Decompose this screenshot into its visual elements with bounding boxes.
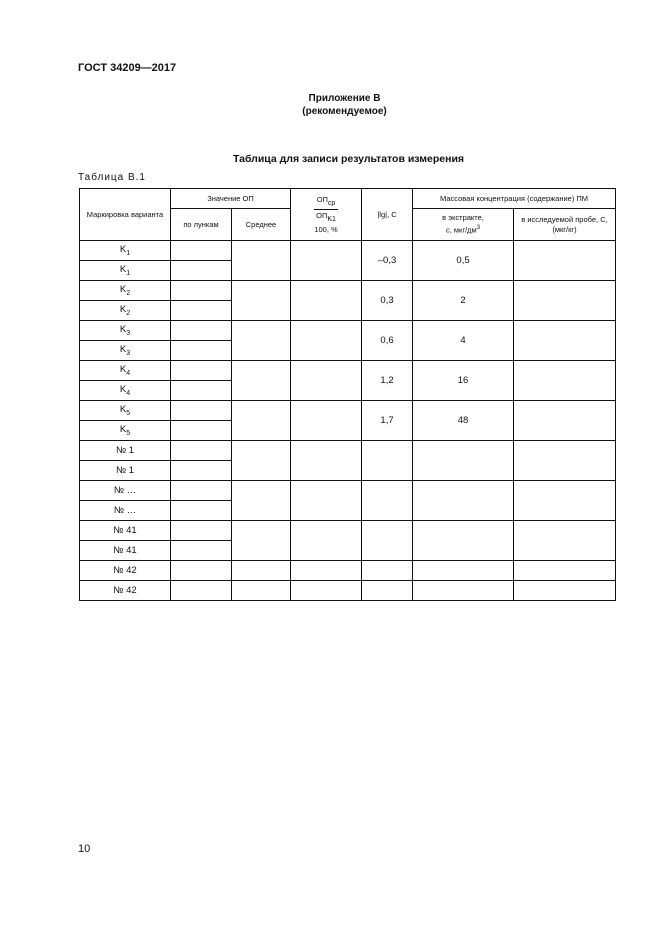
lg-cell: –0,3 bbox=[362, 241, 413, 281]
ratio-cell bbox=[291, 441, 362, 481]
by-wells-cell bbox=[171, 241, 232, 261]
variant-id-cell: № 42 bbox=[80, 561, 171, 581]
average-cell bbox=[232, 321, 291, 361]
variant-id-cell: № 42 bbox=[80, 581, 171, 601]
sample-cell bbox=[514, 581, 616, 601]
by-wells-cell bbox=[171, 461, 232, 481]
sample-cell bbox=[514, 321, 616, 361]
table-row bbox=[80, 521, 616, 541]
header-ratio bbox=[291, 189, 362, 241]
by-wells-cell bbox=[171, 281, 232, 301]
table-row bbox=[80, 481, 616, 501]
lg-cell: 1,2 bbox=[362, 361, 413, 401]
variant-id-cell: № 1 bbox=[80, 441, 171, 461]
sample-cell bbox=[514, 441, 616, 481]
lg-cell bbox=[362, 441, 413, 481]
header-in-extract: в экстракте, c, мкг/$дм^3$ bbox=[413, 209, 514, 241]
variant-id-cell: $K_3$ bbox=[80, 341, 171, 361]
header-lg: |lg|, C bbox=[362, 189, 413, 241]
extract-cell: 16 bbox=[413, 361, 514, 401]
header-average: Среднее bbox=[232, 209, 291, 241]
sample-cell bbox=[514, 561, 616, 581]
table-row bbox=[80, 581, 616, 601]
ratio-cell bbox=[291, 521, 362, 561]
header-od-value: Значение ОП bbox=[171, 189, 291, 209]
lg-cell: 0,3 bbox=[362, 281, 413, 321]
ratio-denominator: $ОП_{K1}$ bbox=[316, 211, 336, 223]
average-cell bbox=[232, 361, 291, 401]
table-row bbox=[80, 441, 616, 461]
ratio-cell bbox=[291, 581, 362, 601]
extract-cell bbox=[413, 481, 514, 521]
table-row bbox=[80, 321, 616, 341]
variant-id-cell: $K_5$ bbox=[80, 401, 171, 421]
header-mass-concentration: Массовая концентрация (содержание) ПМ bbox=[413, 189, 616, 209]
variant-id-cell: $K_2$ bbox=[80, 281, 171, 301]
lg-cell bbox=[362, 581, 413, 601]
header-marking: Маркировка варианта bbox=[80, 189, 171, 241]
by-wells-cell bbox=[171, 301, 232, 321]
appendix-title: Приложение В bbox=[308, 93, 381, 104]
by-wells-cell bbox=[171, 261, 232, 281]
table-title: Таблица для записи результатов измерения bbox=[232, 153, 465, 165]
by-wells-cell bbox=[171, 381, 232, 401]
variant-id-cell: $K_3$ bbox=[80, 321, 171, 341]
sample-cell bbox=[514, 281, 616, 321]
average-cell bbox=[232, 481, 291, 521]
table-row bbox=[80, 241, 616, 261]
ratio-cell bbox=[291, 561, 362, 581]
variant-id-cell: $K_1$ bbox=[80, 261, 171, 281]
extract-cell bbox=[413, 521, 514, 561]
table-label: Таблица В.1 bbox=[78, 172, 146, 183]
ratio-cell bbox=[291, 361, 362, 401]
header-by-wells: по лункам bbox=[171, 209, 232, 241]
extract-cell bbox=[413, 441, 514, 481]
by-wells-cell bbox=[171, 521, 232, 541]
ratio-fraction bbox=[314, 194, 338, 225]
ratio-cell bbox=[291, 481, 362, 521]
table-row bbox=[80, 281, 616, 301]
average-cell bbox=[232, 521, 291, 561]
ratio-cell bbox=[291, 401, 362, 441]
table-row bbox=[80, 401, 616, 421]
lg-cell bbox=[362, 521, 413, 561]
sample-cell bbox=[514, 361, 616, 401]
by-wells-cell bbox=[171, 421, 232, 441]
lg-cell bbox=[362, 561, 413, 581]
variant-id-cell: № 41 bbox=[80, 541, 171, 561]
variant-id-cell: $K_5$ bbox=[80, 421, 171, 441]
by-wells-cell bbox=[171, 441, 232, 461]
average-cell bbox=[232, 581, 291, 601]
average-cell bbox=[232, 241, 291, 281]
sample-cell bbox=[514, 481, 616, 521]
header-in-sample: в исследуемой пробе, C, (мкг/кг) bbox=[514, 209, 616, 241]
variant-id-cell: № 1 bbox=[80, 461, 171, 481]
by-wells-cell bbox=[171, 561, 232, 581]
sample-cell bbox=[514, 241, 616, 281]
variant-id-cell: $K_4$ bbox=[80, 381, 171, 401]
ratio-cell bbox=[291, 321, 362, 361]
lg-cell bbox=[362, 481, 413, 521]
average-cell bbox=[232, 561, 291, 581]
variant-id-cell: № 41 bbox=[80, 521, 171, 541]
ratio-cell bbox=[291, 281, 362, 321]
appendix-heading bbox=[14, 92, 661, 118]
table-row bbox=[80, 361, 616, 381]
ratio-cell bbox=[291, 241, 362, 281]
extract-cell: 2 bbox=[413, 281, 514, 321]
ratio-numerator: $ОП_{ср}$ bbox=[314, 194, 338, 210]
by-wells-cell bbox=[171, 361, 232, 381]
sample-cell bbox=[514, 401, 616, 441]
by-wells-cell bbox=[171, 341, 232, 361]
lg-cell: 1,7 bbox=[362, 401, 413, 441]
by-wells-cell bbox=[171, 581, 232, 601]
page-number: 10 bbox=[78, 843, 91, 855]
extract-cell bbox=[413, 581, 514, 601]
table-row bbox=[80, 561, 616, 581]
variant-id-cell: $K_4$ bbox=[80, 361, 171, 381]
variant-id-cell: $K_2$ bbox=[80, 301, 171, 321]
variant-id-cell: № … bbox=[80, 481, 171, 501]
average-cell bbox=[232, 441, 291, 481]
by-wells-cell bbox=[171, 481, 232, 501]
extract-cell: 48 bbox=[413, 401, 514, 441]
average-cell bbox=[232, 401, 291, 441]
document-code: ГОСТ 34209—2017 bbox=[78, 62, 177, 74]
extract-cell: 4 bbox=[413, 321, 514, 361]
extract-cell: 0,5 bbox=[413, 241, 514, 281]
table-body bbox=[80, 241, 616, 601]
appendix-subtitle: (рекомендуемое) bbox=[302, 106, 387, 117]
by-wells-cell bbox=[171, 541, 232, 561]
by-wells-cell bbox=[171, 401, 232, 421]
average-cell bbox=[232, 281, 291, 321]
variant-id-cell: № … bbox=[80, 501, 171, 521]
lg-cell: 0,6 bbox=[362, 321, 413, 361]
by-wells-cell bbox=[171, 321, 232, 341]
extract-cell bbox=[413, 561, 514, 581]
ratio-tail: 100, % bbox=[314, 225, 338, 234]
sample-cell bbox=[514, 521, 616, 561]
by-wells-cell bbox=[171, 501, 232, 521]
results-table bbox=[79, 188, 616, 601]
variant-id-cell: $K_1$ bbox=[80, 241, 171, 261]
